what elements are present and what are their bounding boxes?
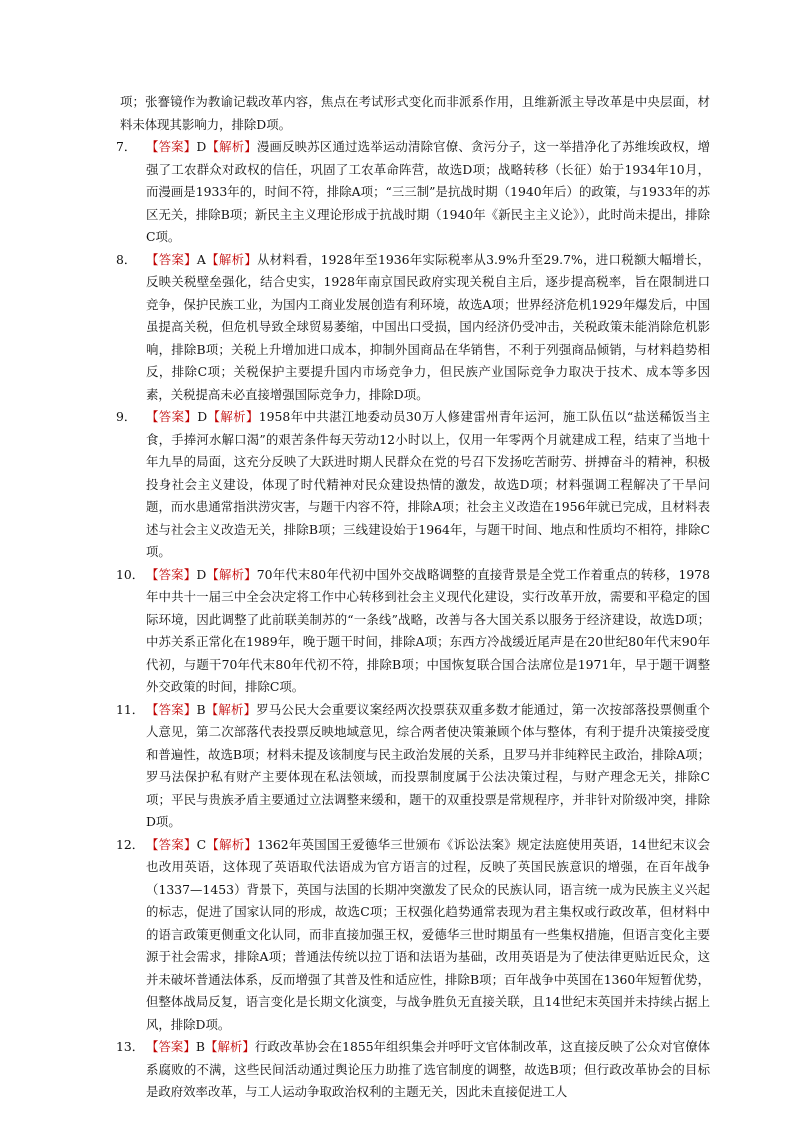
question-number: 11． (116, 701, 145, 717)
answer-letter: B (196, 701, 206, 717)
question-13-explanation (116, 1036, 710, 1104)
question-number: 8． (116, 251, 137, 267)
explanation-text: 从材料看，1928年至1936年实际税率从3.9%升至29.7%，进口税额大幅增长，反映关税壁垒强化，结合史实，1928年南京国民政府实现关税自主后，逐步提高税率，旨在限制进口竞争，保护民族工业，为国内工商业发展创造有利环境，故选A项；世界经济危机1929年爆发后，中国虽提高关税，但危机导致全球贸易萎缩，中国出口受损，国内经济仍受冲击，关税政策未能消除危机影响，排除B项；关税上升增加进口成本，抑制外国商品在华销售，不利于列强商品倾销，与材料趋势相反，排除C项；关税保护主要提升国内市场竞争力，但民族产业国际竞争力取决于技术、成本等多因素，关税提高未必直接增强国际竞争力，排除D项。 (146, 251, 710, 402)
explanation-text: 漫画反映苏区通过选举运动清除官僚、贪污分子，这一举措净化了苏维埃政权，增强了工农群众对政权的信任，巩固了工农革命阵营，故选D项；战略转移（长征）始于1934年10月，而漫画是1933年的，时间不符，排除A项；“三三制”是抗战时期（1940年后）的政策，与1933年的苏区无关，排除B项；新民主主义理论形成于抗战时期（1940年《新民主主义论》），此时尚未提出，排除C项。 (146, 139, 711, 244)
analysis-tag: 【解析】 (205, 701, 257, 717)
answer-letter: D (197, 409, 208, 424)
question-number: 10． (116, 566, 145, 582)
analysis-tag: 【解析】 (204, 1039, 255, 1054)
question-11-explanation (116, 699, 711, 834)
explanation-text: 行政改革协会在1855年组织集会并呼吁文官体制改革，这直接反映了公众对官僚体系腐败的不满，这些民间活动通过舆论压力助推了选官制度的调整，故选B项；但行政改革协会的目标是政府效率改革，与工人运动争取政治权利的主题无关，因此未直接促进工人 (146, 1039, 710, 1099)
question-7-explanation (116, 136, 711, 249)
question-number: 12． (116, 836, 145, 852)
answer-tag: 【答案】 (146, 836, 197, 852)
explanation-text: 罗马公民大会重要议案经两次投票获双重多数才能通过，第一次按部落投票侧重个人意见，第二次部落代表投票反映地域意见，综合两者使决策兼顾个体与整体，有利于提升决策接受度和普遍性，故选B项；材料未提及该制度与民主政治发展的关系，且罗马并非纯粹民主政治，排除A项；罗马法保护私有财产主要体现在私法领域，而投票制度属于公法决策过程，与财产理念无关，排除C项；平民与贵族矛盾主要通过立法调整来缓和，题干的双重投票是常规程序，并非针对阶级冲突，排除D项。 (146, 701, 711, 829)
question-number: 9． (116, 409, 137, 424)
answer-tag: 【答案】 (146, 1039, 196, 1054)
analysis-tag: 【解析】 (207, 409, 259, 424)
explanation-text: 1362年英国国王爱德华三世颁布《诉讼法案》规定法庭使用英语，14世纪末议会也改用英语，这体现了英语取代法语成为官方语言的过程，反映了英国民族意识的增强，在百年战争（1337—1453）背景下，英国与法国的长期冲突激发了民众的民族认同，语言统一成为民族主义兴起的标志，促进了国家认同的形成，故选C项；王权强化趋势通常表现为君主集权或行政改革，但材料中的语言政策更侧重文化认同，而非直接加强王权，爱德华三世时期虽有一些集权措施，但语言变化主要源于社会需求，排除A项；普通法传统以拉丁语和法语为基础，改用英语是为了使法律更贴近民众，这并未破坏普通法体系，反而增强了其普及性和适应性，排除B项；百年战争中英国在1360年短暂优势，但整体战局反复，语言变化是长期文化演变，与战争胜负无直接关联，且14世纪末英国并未持续占据上风，排除D项。 (146, 836, 711, 1032)
answer-letter: C (196, 836, 207, 852)
question-number: 7． (116, 139, 137, 154)
question-10-explanation (116, 564, 711, 699)
explanation-text: 1958年中共湛江地委动员30万人修建雷州青年运河，施工队伍以“盐送稀饭当主食，手捧河水解口渴”的艰苦条件每天劳动12小时以上，仅用一年零两个月就建成工程，结束了当地十年九旱的局面，这充分反映了大跃进时期人民群众在党的号召下发扬吃苦耐劳、拼搏奋斗的精神，积极投身社会主义建设，体现了时代精神对民众建设热情的激发，故选D项；材料强调工程解决了干旱问题，而水患通常指洪涝灾害，与题干内容不符，排除A项；社会主义改造在1956年就已完成，且材料表述与社会主义改造无关，排除B项；三线建设始于1964年，与题干时间、地点和性质均不相符，排除C项。 (146, 409, 710, 559)
explanation-text: 项；张謇镜作为教谕记载改革内容，焦点在考试形式变化而非派系作用，且维新派主导改革是中央层面，材料未体现其影响力，排除D项。 (120, 94, 710, 132)
explanation-continuation (120, 91, 710, 136)
answer-tag: 【答案】 (146, 251, 197, 267)
answer-letter: A (196, 251, 206, 267)
question-9-explanation (116, 406, 710, 564)
answer-letter: D (196, 566, 207, 582)
analysis-tag: 【解析】 (206, 139, 257, 154)
answer-explanations (116, 91, 711, 1104)
answer-tag: 【答案】 (146, 701, 197, 717)
question-12-explanation (116, 834, 711, 1037)
answer-tag: 【答案】 (146, 139, 197, 154)
answer-tag: 【答案】 (146, 566, 197, 582)
explanation-text: 70年代末80年代初中国外交战略调整的直接背景是全党工作着重点的转移，1978年中共十一届三中全会决定将工作中心转移到社会主义现代化建设，实行改革开放，需要和平稳定的国际环境，因此调整了此前联美制苏的“一条线”战略，改善与各大国关系以服务于经济建设，故选D项；中苏关系正常化在1989年，晚于题干时间，排除A项；东西方冷战缓近尾声是在20世纪80年代末90年代初，与题干70年代末80年代初不符，排除B项；中国恢复联合国合法席位是1971年，早于题干调整外交政策的时间，排除C项。 (146, 566, 711, 694)
question-number: 13． (116, 1039, 145, 1054)
question-8-explanation (116, 249, 710, 407)
analysis-tag: 【解析】 (206, 566, 257, 582)
answer-letter: B (195, 1039, 205, 1054)
analysis-tag: 【解析】 (205, 251, 258, 267)
answer-tag: 【答案】 (146, 409, 198, 424)
analysis-tag: 【解析】 (206, 836, 258, 852)
answer-letter: D (196, 139, 207, 154)
